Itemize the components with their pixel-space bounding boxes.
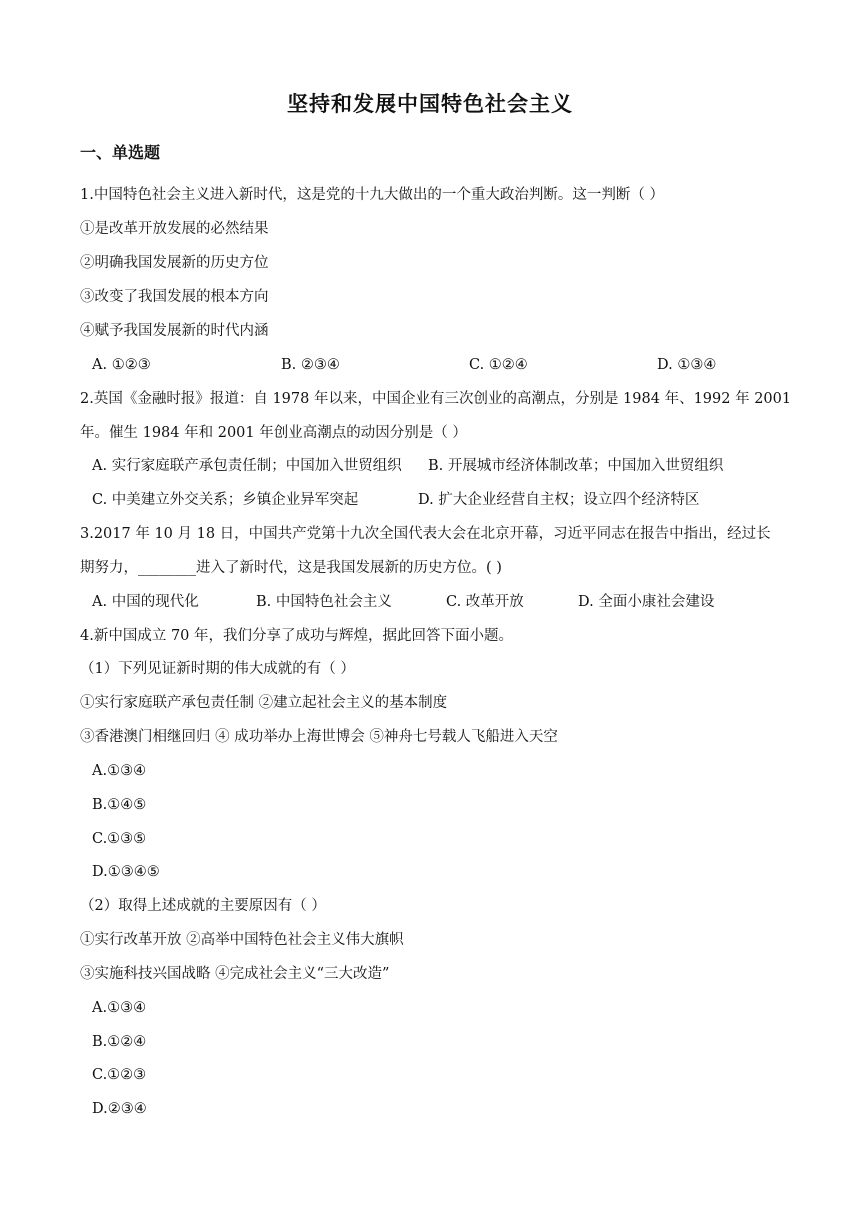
q2-stem-line-1: 2.英国《金融时报》报道：自 1978 年以来，中国企业有三次创业的高潮点，分别是 1984 年、1992 年 2001	[80, 391, 792, 407]
section-heading: 一、单选题	[80, 143, 161, 162]
q3-stem-line-2: 期努力，________进入了新时代，这是我国发展新的历史方位。( )	[80, 560, 502, 576]
page-title: 坚持和发展中国特色社会主义	[287, 91, 573, 116]
q2-option-c: C. 中美建立外交关系；乡镇企业异军突起	[92, 492, 359, 508]
q4-sub1-items-line-2: ③香港澳门相继回归 ④ 成功举办上海世博会 ⑤神舟七号载人飞船进入天空	[80, 729, 558, 745]
q1-item-4: ④赋予我国发展新的时代内涵	[80, 323, 269, 339]
q2-stem-line-2: 年。催生 1984 年和 2001 年创业高潮点的动因分别是（ ）	[80, 425, 467, 441]
q4-sub2-option-a: A.①③④	[92, 1000, 147, 1016]
q1-option-b: B. ②③④	[281, 357, 340, 373]
q4-sub2-option-c: C.①②③	[92, 1067, 147, 1083]
q1-item-1: ①是改革开放发展的必然结果	[80, 221, 269, 237]
q4-sub1-option-a: A.①③④	[92, 763, 147, 779]
q2-option-a: A. 实行家庭联产承包责任制；中国加入世贸组织	[92, 458, 402, 474]
q4-sub2-option-b: B.①②④	[92, 1034, 147, 1050]
q3-option-d: D. 全面小康社会建设	[578, 594, 715, 610]
q3-option-b: B. 中国特色社会主义	[256, 594, 392, 610]
q4-sub2-option-d: D.②③④	[92, 1101, 147, 1117]
q2-option-d: D. 扩大企业经营自主权；设立四个经济特区	[418, 492, 700, 508]
q1-option-c: C. ①②④	[469, 357, 528, 373]
q4-sub2-items-line-2: ③实施科技兴国战略 ④完成社会主义“三大改造”	[80, 966, 390, 982]
q1-stem: 1.中国特色社会主义进入新时代，这是党的十九大做出的一个重大政治判断。这一判断（ ）	[80, 187, 664, 203]
q4-sub1-option-b: B.①④⑤	[92, 797, 147, 813]
q1-option-d: D. ①③④	[657, 357, 717, 373]
q4-sub1-items-line-1: ①实行家庭联产承包责任制 ②建立起社会主义的基本制度	[80, 695, 448, 711]
q4-stem: 4.新中国成立 70 年，我们分享了成功与辉煌，据此回答下面小题。	[80, 628, 514, 644]
q4-sub1-stem: （1）下列见证新时期的伟大成就的有（ ）	[80, 661, 355, 677]
q3-option-a: A. 中国的现代化	[92, 594, 199, 610]
q1-option-a: A. ①②③	[92, 357, 151, 373]
q4-sub2-items-line-1: ①实行改革开放 ②高举中国特色社会主义伟大旗帜	[80, 932, 404, 948]
q4-sub1-option-d: D.①③④⑤	[92, 864, 160, 880]
q4-sub1-option-c: C.①③⑤	[92, 831, 147, 847]
q3-option-c: C. 改革开放	[446, 594, 524, 610]
q4-sub2-stem: （2）取得上述成就的主要原因有（ ）	[80, 898, 326, 914]
q1-item-2: ②明确我国发展新的历史方位	[80, 255, 269, 271]
q3-stem-line-1: 3.2017 年 10 月 18 日，中国共产党第十九次全国代表大会在北京开幕，习近平同志在报告中指出，经过长	[80, 526, 771, 542]
q2-option-b: B. 开展城市经济体制改革；中国加入世贸组织	[428, 458, 724, 474]
q1-item-3: ③改变了我国发展的根本方向	[80, 289, 269, 305]
